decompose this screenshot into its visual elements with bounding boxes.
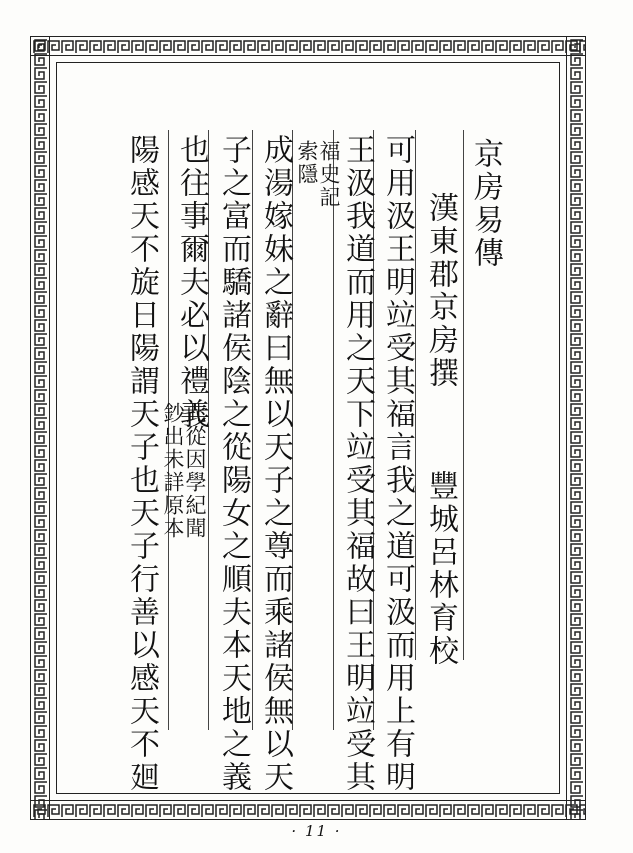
text-column-1: 可用汲王明竝受其福言我之道可汲而用上有明: [380, 134, 415, 794]
page-title: 京房易傳: [468, 138, 503, 270]
column-rule: [252, 130, 253, 730]
column-rule: [333, 130, 334, 730]
key-pattern-top: [33, 39, 585, 55]
border-left: [30, 36, 50, 820]
border-bottom: [30, 800, 586, 820]
column-rule: [463, 130, 464, 660]
author-line: 漢東郡京房撰: [423, 192, 458, 390]
border-top: [30, 36, 586, 56]
note-1-line-1: 福史記: [317, 140, 341, 209]
text-column-4: 子之富而驕諸侯陰之從陽女之順夫本天地之義: [216, 134, 251, 794]
border-right: [566, 36, 586, 820]
key-pattern-right: [569, 39, 585, 819]
key-pattern-bottom: [33, 803, 585, 819]
note-2-line-2: 鈔出未詳原本: [161, 402, 185, 540]
text-column-6: 陽感天不旋日陽謂天子也天子行善以感天不廻: [124, 134, 159, 794]
text-column-2: 王汲我道而用之天下竝受其福故曰王明竝受其: [340, 134, 375, 794]
editor-line: 豐城呂林育校: [423, 470, 458, 668]
key-pattern-left: [33, 39, 49, 819]
column-rule: [415, 130, 416, 660]
note-2-line-1: 此從因學紀聞: [183, 402, 207, 540]
text-column-3: 成湯嫁妹之辭曰無以天子之尊而乘諸侯無以天: [258, 134, 293, 794]
page-number: · 11 ·: [291, 822, 342, 840]
note-1-line-2: 索隱: [295, 140, 319, 186]
text-column-5: 也往事爾夫必以禮義: [174, 134, 209, 431]
